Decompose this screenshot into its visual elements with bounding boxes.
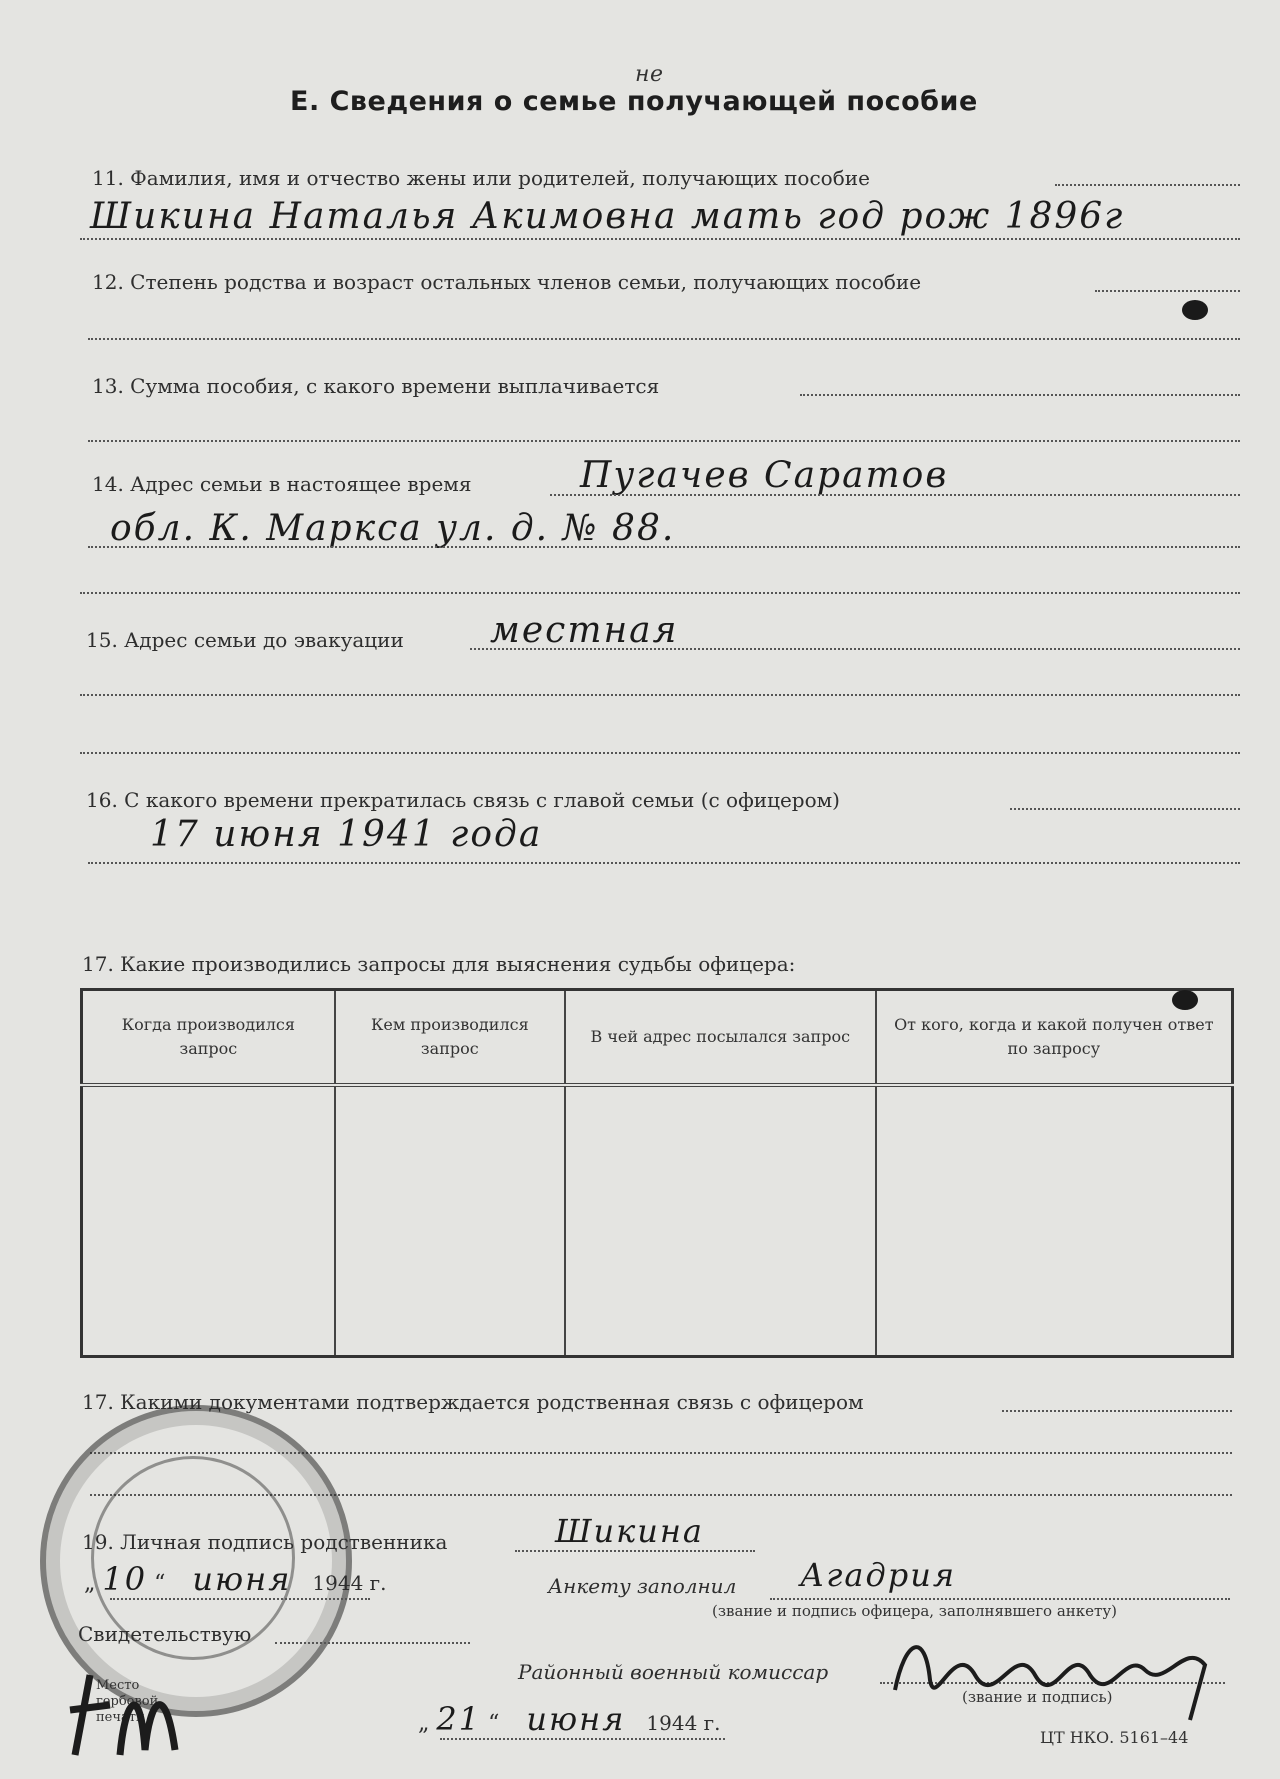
item-12-label: 12. Степень родства и возраст остальных членов семьи, получающих пособие <box>92 270 922 294</box>
item-11-dots <box>1055 184 1240 186</box>
first-date-month: июня <box>192 1560 292 1598</box>
item-14-value-line2: обл. К. Маркса ул. д. № 88. <box>110 508 676 549</box>
table-cell <box>876 1085 1233 1357</box>
item-18-label: 17. Какими документами подтверждается родственная связь с офицером <box>82 1390 864 1414</box>
item-11-label: 11. Фамилия, имя и отчество жены или родителей, получающих пособие <box>92 166 870 190</box>
second-date-year: 1944 г. <box>646 1711 721 1735</box>
item-11-value: Шикина Наталья Акимовна мать год рож 1896г <box>90 196 1125 237</box>
second-date-line <box>440 1738 725 1740</box>
second-date: „ 21 “ июня 1944 г. <box>418 1700 721 1738</box>
second-date-prefix: „ <box>418 1711 430 1736</box>
item-14-value-line1: Пугачев Саратов <box>580 455 949 496</box>
item-16-value: 17 июня 1941 года <box>150 814 543 855</box>
first-date: „ 10 “ июня 1944 г. <box>84 1560 387 1598</box>
table-cell <box>82 1085 335 1357</box>
item-17-label: 17. Какие производились запросы для выяснения судьбы офицера: <box>82 952 796 976</box>
col-who-requested: Кем производился запрос <box>335 990 565 1086</box>
item-12-line <box>88 338 1240 340</box>
item-11-line <box>80 238 1240 240</box>
form-heading <box>290 62 978 117</box>
commissar-caption: (звание и подпись) <box>962 1688 1113 1706</box>
item-13-label: 13. Сумма пособия, с какого времени выплачивается <box>92 374 660 398</box>
item-18-dots <box>1002 1410 1232 1412</box>
item-12-dots <box>1095 290 1240 292</box>
item-15-dots <box>470 648 1240 650</box>
col-request-address: В чей адрес посылался запрос <box>565 990 876 1086</box>
item-15-value: местная <box>490 610 679 651</box>
second-date-day: 21 <box>436 1700 482 1738</box>
witness-label: Свидетельствую <box>78 1622 252 1646</box>
witness-line <box>275 1642 470 1644</box>
footer-code: ЦТ НКО. 5161–44 <box>1040 1728 1189 1747</box>
heading-handwritten-insert: не <box>635 62 664 87</box>
stamp-place-note: Место гербовой печати <box>96 1678 159 1725</box>
item-19-signature: Шикина <box>555 1512 704 1550</box>
col-when-requested: Когда производился запрос <box>82 990 335 1086</box>
filled-by-label: Анкету заполнил <box>548 1574 737 1598</box>
commissar-signature <box>885 1620 1225 1730</box>
item-19-dots <box>515 1550 755 1552</box>
paper-hole <box>1172 990 1198 1010</box>
witness-signature <box>60 1660 190 1770</box>
item-14-line-1 <box>88 546 1240 548</box>
second-date-month: июня <box>526 1700 626 1738</box>
item-14-line-2 <box>80 592 1240 594</box>
item-15-line-2 <box>80 752 1240 754</box>
item-19-label: 19. Личная подпись родственника <box>82 1530 448 1554</box>
item-16-line <box>88 862 1240 864</box>
filled-by-caption: (звание и подпись офицера, заполнявшего анкету) <box>712 1602 1118 1620</box>
col-answer-received: От кого, когда и какой получен ответ по запросу <box>876 990 1233 1086</box>
first-date-prefix: „ <box>84 1571 96 1596</box>
item-15-line-1 <box>80 694 1240 696</box>
first-date-line <box>110 1598 370 1600</box>
commissar-label: Районный военный комиссар <box>518 1660 829 1684</box>
first-date-day: 10 <box>102 1560 148 1598</box>
item-14-dots <box>550 494 1240 496</box>
item-16-dots <box>1010 808 1240 810</box>
item-15-label: 15. Адрес семьи до эвакуации <box>86 628 404 652</box>
item-14-label: 14. Адрес семьи в настоящее время <box>92 472 472 496</box>
item-13-dots <box>800 394 1240 396</box>
requests-table <box>80 988 1234 1358</box>
table-cell <box>565 1085 876 1357</box>
form-heading-text: Е. Сведения о семье получающей пособие <box>290 86 978 117</box>
filled-by-signature: Агадрия <box>800 1556 957 1594</box>
first-date-year: 1944 г. <box>312 1571 387 1595</box>
item-13-line <box>88 440 1240 442</box>
paper-hole <box>1182 300 1208 320</box>
filled-by-line <box>770 1598 1230 1600</box>
item-16-label: 16. С какого времени прекратилась связь с главой семьи (с офицером) <box>86 788 840 812</box>
table-cell <box>335 1085 565 1357</box>
